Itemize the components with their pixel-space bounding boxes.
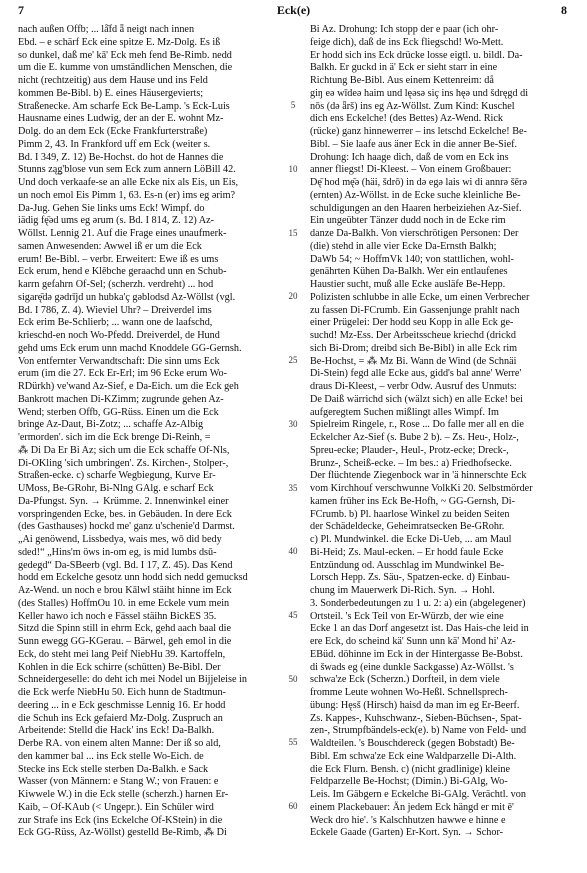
line-number: 60 <box>288 801 298 811</box>
line-number: 15 <box>288 228 298 238</box>
line-number: 5 <box>290 100 296 110</box>
line-number: 50 <box>288 674 298 684</box>
page-header <box>0 3 587 21</box>
line-number: 55 <box>288 737 298 747</box>
headword-title: Eck(e) <box>276 3 311 17</box>
line-number: 35 <box>288 483 298 493</box>
right-text-column: Bi Az. Drohung: Ich stopp der e paar (ich ohr- feige dich), daß de ins Eck fliegschd! Wo-Mett. Er hodd sich ins Eck drücke losse eigtl. u. bildl. Da- Balkh. Er guckd in ä' Eck er sieht starr in eine Richtung Be-Bibl. Aus einem Kettenreim: då giŋ eǝ wīdeǝ haim und lęǝsǝ siç ins hęǝ und šdręgd di nōs (dǝ ǟrš) ins eg Az-Wöllst. Zum Kind: Kuschel dich ens Eckelche! (des Bettes) Az-Wend. Rick (rücke) ganz hinnewerrer – ins letschd Eckelche! Be- Bibl. – Sie laafe aus äner Eck in die anner Be-Sief. Drohung: Ich haage dich, daß de vom en Eck ins anner fliegst! Di-Kleest. – Von einem Großbauer: Dę̄ hod mę̄ə (häi, šdrō) in də egə lais wi di annrə šērə (ernten) Az-Wöllst. in de Ecke suche kleinliche Be- schuldigungen an den Haaren herbeiziehen Az-Sief. Ein ungeübter Tänzer dudd noch in de Ecke rim danze Da-Balkh. Von vierschrötigen Personen: Der (die) stehd in alle vier Ecke Da-Ernsth Balkh; DaWb 54; ~ HoffmVk 140; von stattlichen, wohl- genährten Kühen Da-Balkh. Wer ein entlaufenes Haustier sucht, muß alle Ecke ausläfe Be-Hepp. Polizisten schlubbe in alle Ecke, um einen Verbrecher zu fassen Di-FCrumb. Ein Gassenjunge prahlt nach einer Prügelei: Der hodd seu Kopp in alle Eck ge- suchd! Mz-Ess. Der Arbeitsscheue kriechd (drickd sich Bi-Drom; dreibd sich Be-Bibl) in alle Eck rim Be-Hochst, = ⁂ Mz Bi. Wann de Wind (de Schnäi Di-Stein) fegd alle Ecke aus, gidd's bal anne' Werre' draus Di-Kleest, – verbr Odw. Ausruf des Unmuts: De Daiß wärrichd sich (wälzt sich) en alle Ecke! bei aufgeregtem Suchen mißlingt alles Wimpf. Im Spielreim Ringele, r., Rose ... Do falle mer all en die Eckelcher Az-Sief (s. Bube 2 b). – Zs. Heu-, Holz-, Spreu-ecke; Plauder-, Heul-, Protz-ecke; Dreck-, Brunz-, Scheiß-ecke. – Im bes.: a) Friedhofsecke. Der flüchtende Ziegenbock war in 'ä hinnerschte Eck vom Kirchhouf verschwunne VolkKi 20. Selbstmörder kamen früher ins Eck Be-Hofh, ~ GG-Gernsh, Di- FCrumb. b) Pl. haarlose Winkel zu beiden Seiten der Schädeldecke, Geheimratsecken Be-GRohr. c) Pl. Mundwinkel. die Ecke Di-Ueb, ... am Maul Bi-Heid; Zs. Maul-ecken. – Er hodd faule Ecke Entzündung od. Ausschlag im Mundwinkel Be- Lorsch Hepp. Zs. Säu-, Spatzen-ecke. d) Einbau- chung im Mauerwerk Di-Rich. Syn. → Hohl. 3. Sonderbedeutungen zu 1 u. 2: a) ein (abgelegener) Ortsteil. 's Eck Teil von Er-Würzb, der wie eine Ecke 1 an das Dorf angesetzt ist. Das Hais-che leid in ere Eck, do scheind kä' Sunn unn kä' Mond hi' Az- EBüd. döhinne im Eck in der Hintergasse Be-Bobst. di šwads eg (eine dunkle Sackgasse) Az-Wöllst. 's schwa'ze Eck (Scherzn.) Dorfteil, in dem viele fromme Leute wohnen Wo-Heßl. Schnellsprech- übung: Hęsš (Hirsch) haisd də man im eg Er-Beerf. Zs. Kappes-, Kuhschwanz-, Sieben-Büchsen-, Spat- zen-, Strumpfbändels-eck(e). b) Name von Feld- und Waldteilen. 's Bouschdereck (gegen Bobstadt) Be- Bibl. Em schwa'ze Eck eine Waldparzelle Di-Alth. die Eck Flurn. Bensh. c) (nicht gradlinige) kleine Feldparzelle Be-Hochst; (Dimin.) Bi-GAlg, Wo- Leis. Im Gäbgern e Eckelche Bi-GAlg. Verächtl. von einem Plackebauer: Än jedem Eck hängd er mit ē' Weck dro hie'. 's Kalschhutzen hawwe e hinne e Eckele Gaade (Garten) Er-Kort. Syn. → Schor- <box>310 24 533 839</box>
left-page-number: 7 <box>18 3 24 17</box>
line-number: 40 <box>288 546 298 556</box>
line-number: 20 <box>288 291 298 301</box>
line-number: 45 <box>288 610 298 620</box>
line-number: 25 <box>288 355 298 365</box>
line-number: 10 <box>288 164 298 174</box>
line-number: 30 <box>288 419 298 429</box>
left-text-column: nach außen Offb; ... lå̄fd ǟ neigt nach innen Ebd. – e schärf Eck eine spitze E. Mz-Dolg. Es iß so dunkel, daß me' kā' Eck meh fend Be-Rimb. nedd um die E. kumme von umständlichen Menschen, die nicht (rechtzeitig) aus dem Hause und ins Feld kommen Be-Bibl. b) E. eines Häusergevierts; Straßenecke. Am scharfe Eck Be-Lamp. 's Eck-Luis Hausname eines Ludwig, der an der E. wohnt Mz- Dolg. do an dem Eck (Ecke Frankfurterstraße) Pimm 2, 43. In Frankford uff em Eck (weiter s. Bd. I 349, Z. 12) Be-Hochst. do hot de Hannes die Stunns ząǥ'blose vun sem Eck zum annern LöBill 42. Und doch verkaafe-se an alle Ecke nix als Eis, un Eis, un noch emol Eis Pimm 1, 63. Es-n (er) ims eg ərim? Da-Jug. Gehen Sie links ums Eck! Wimpf. do iädig fę̄əd ums eg ərum (s. Bd. I 814, Z. 12) Az- Wöllst. Lennig 21. Auf die Frage eines unaufmerk- samen Anwesenden: Awwel iß er um die Eck erum! Be-Bibl. – verbr. Erweitert: Ewe iß es ums Eck erum, hend e Klēbche geraachd unn en Schub- karrn gefahrn Of-Sel; (scherzh. verdreht) ... hod sigarę̄də gədrījd un hubka'ç gəblodsd Az-Wöllst (vgl. Bd. I 786, Z. 4). Wieviel Uhr? – Dreiverdel ims Eck erim Be-Schlierb; ... wann one de laafschd, krieschd-en noch Wo-Pfedd. Dreiverdel, de Hund gehd ums Eck erum unn machd Knoddele GG-Gernsh. Von entfernter Verwandtschaft: Die sinn ums Eck erum (im die 27. Eck Er-Erl; im 96 Ecke erum Wo- RDürkh) ve'wand Az-Sief, e Da-Eich. um die Eck geh Bankrott machen Di-KZimm; zugrunde gehen Az- Wend; sterben Offb, GG-Rüss. Einen um die Eck bringe Az-Daut, Bi-Zotz; ... schaffe Az-Albig 'ermorden'. sich im die Eck brenge Di-Reinh, = ⁂ Di Da Er Bi Az; sich um die Eck schaffe Of-Nls, Di-OKling 'sich umbringen'. Zs. Kirchen-, Stolper-, Straßen-ecke. c) scharfe Wegbiegung, Kurve Er- UMoss, Be-GRohr, Bi-Nlng GAlg. e scharf Eck Da-Pfungst. Syn. → Krümme. 2. Innenwinkel einer vorspringenden Ecke, bes. in Gebäuden. In dere Eck (des Gasthauses) hockd me' ganz u'schenie'd Darmst. „Ai genöwend, Lissbedyə, wais mes, wō did bedy sded!“ „Hins'm öws in-om eg, is mid lumbs dsū- gedegd“ Da-SBeerb (vgl. Bd. I 17, Z. 45). Das Kend hodd em Eckelche gesotz unn hodd sich nedd gemucksd Az-Wend. un noch e brou Kālwl stäiht hinne im Eck (des Stalles) HoffmOu 10. in eme Eckele vum mein Keller hawo ich noch e Fässel stäihn BickES 35. Sitzd die Spinn still in ehrm Eck, gehd aach baal die Sunn ewegg GG-KGerau. – Bärwel, geh emol in die Eck, do steht mei lang Peif NiebHu 39. Kartoffeln, Kohlen in die Eck schirre (schütten) Be-Bibl. Der Schneidergeselle: do deht ich mei Nodel un Bijjeleise in die Eck werfe NiebHu 50. Eich hunn de Stadtmun- deering ... in e Eck geschmisse Lennig 16. Er hodd die Schuh ins Eck gefaierd Mz-Dolg. Zuspruch an Arbeitende: Stelld die Hack' ins Eck! Da-Balkh. Derbe RA. von einem alten Manne: Der iß so ald, den kammer bal ... ins Eck stelle Wo-Eich. de Stecke ins Eck stelle sterben Da-Balkh. e Sack Wasser (von Männern: e Stang W.; von Frauen: e Kiwwele W.) in die Eck stelle (scherzh.) harnen Er- Kaib, – Of-KAub (< Ungepr.). Ein Schüler wird zur Strafe ins Eck (ins Eckelche Of-KStein) in die Eck GG-Rüss, Az-Wöllst) gestelld Be-Rimb, ⁂ Di <box>18 24 248 839</box>
right-page-number: 8 <box>561 3 567 17</box>
